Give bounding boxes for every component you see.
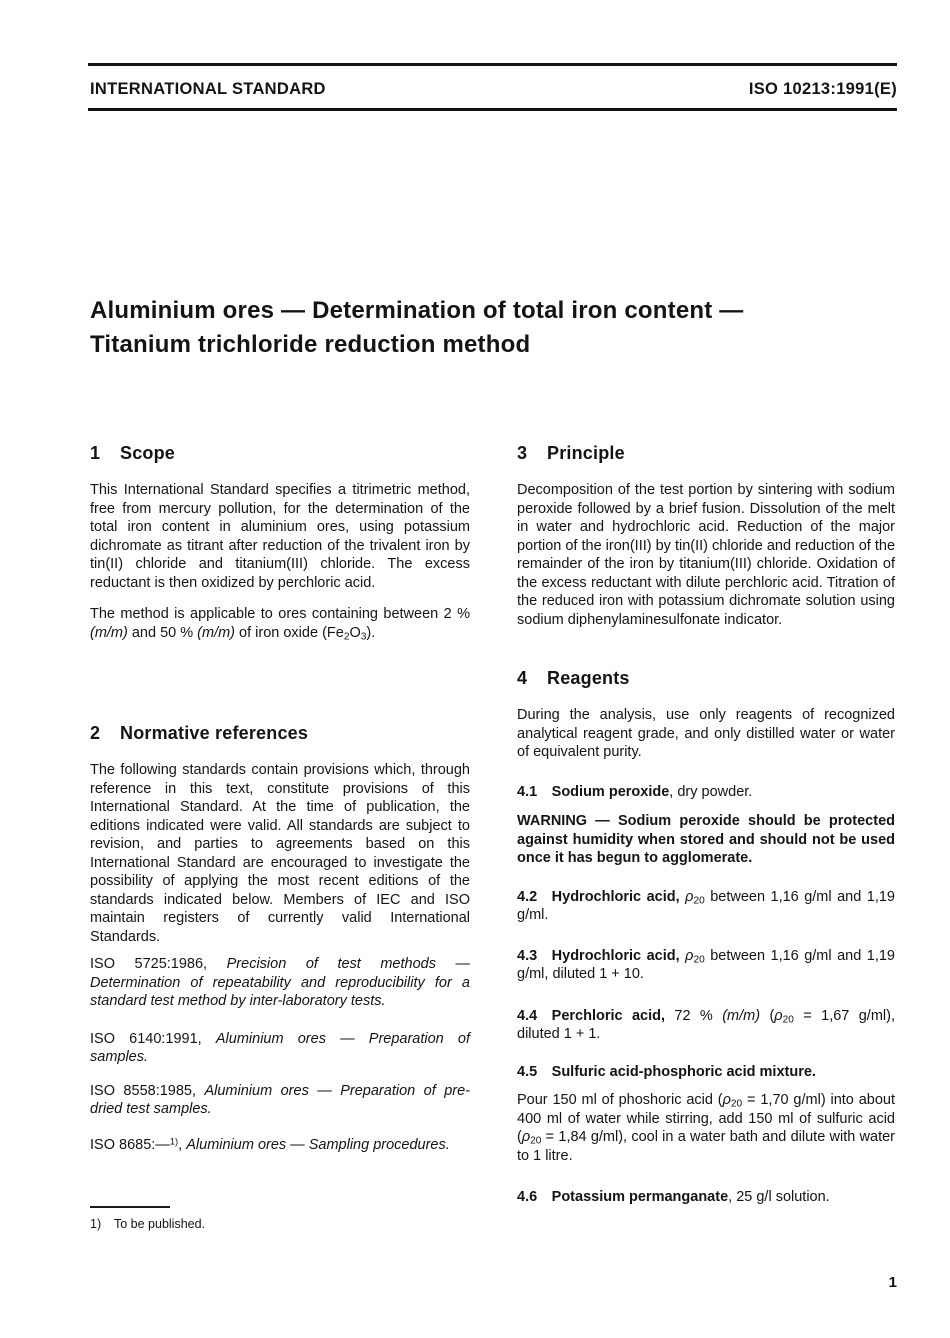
section-label: Scope <box>120 443 176 463</box>
reagent-item-4-5-heading: 4.5 Sulfuric acid-phosphoric acid mixture. <box>517 1063 816 1080</box>
reagents-intro-paragraph: During the analysis, use only reagents of recognized analytical reagent grade, and only distilled water or water of equivalent purity. <box>517 707 895 760</box>
reagent-item-4-4: 4.4 Perchloric acid, 72 % (m/m) ($\rho_{20} = 1,67$ g/ml), diluted 1 + 1. <box>517 1007 895 1042</box>
reagent-item-4-1: 4.1 Sodium peroxide, dry powder. <box>517 783 753 800</box>
left-column <box>90 443 470 1154</box>
standard-reference: ISO 10213:1991(E) <box>748 80 897 98</box>
reagent-item-4-6: 4.6 Potassium permanganate, 25 g/l solution. <box>517 1189 830 1205</box>
section-heading-normative-references <box>90 723 470 744</box>
scope-paragraph-2: The method is applicable to ores containing between 2 % (m/m) and 50 % (m/m) of iron oxide $(Fe_2O_3)$. <box>90 606 470 643</box>
section-number: 3 <box>517 443 528 463</box>
right-column <box>517 443 895 1207</box>
footnote-text <box>90 1216 470 1232</box>
document-title-line1: Aluminium ores — Determination of total iron content — <box>90 297 744 324</box>
principle-paragraph: Decomposition of the test portion by sintering with sodium peroxide followed by a brief fusion. Dissolution of the melt in water and hydrochloric acid. Reduction of the major portion of the iron(III) by tin(II) chloride and reduction of the remainder of the iron by titanium(III) chloride. Oxidation of the excess reductant with dilute perchloric acid. Titration of the reduced iron with potassium dichromate solution using sodium diphenylaminesulfonate indicator. <box>517 482 896 628</box>
section-number: 1 <box>90 443 101 463</box>
footnote-rule <box>90 1206 170 1208</box>
reference-item-iso-8685: ISO 8685:—$^{1)}$, Aluminium ores — Sampling procedures. <box>90 1134 450 1153</box>
page-number: 1 <box>888 1274 897 1291</box>
header-rule-top <box>88 63 897 66</box>
reference-item-iso-5725: ISO 5725:1986, Precision of test methods — Determination of repeatability and reproducibility for a standard test method by inter-laboratory tests. <box>90 956 471 1009</box>
footnote-marker: 1) <box>90 1217 102 1231</box>
standard-type-label: INTERNATIONAL STANDARD <box>90 80 326 98</box>
reference-item-iso-6140: ISO 6140:1991, Aluminium ores — Preparation of samples. <box>90 1030 470 1065</box>
section-label: Normative references <box>120 723 309 743</box>
scope-paragraph-1: This International Standard specifies a titrimetric method, free from mercury pollution, for the determination of the total iron content in aluminium ores, using potassium dichromate as titrant after reduction of the trivalent iron by tin(II) chloride and titanium(III) chloride. The excess reductant is then oxidized by perchloric acid. <box>90 482 470 591</box>
footnote <box>90 1206 470 1232</box>
document-title-line2: Titanium trichloride reduction method <box>90 331 531 358</box>
normative-paragraph: The following standards contain provisions which, through reference in this text, constitute provisions of this International Standard. At the time of publication, the editions indicated were valid. All standards are subject to revision, and parties to agreements based on this International Standard are encouraged to investigate the possibility of applying the most recent editions of the standards indicated below. Members of IEC and ISO maintain registers of currently valid International Standards. <box>90 762 470 945</box>
section-label: Reagents <box>547 668 630 688</box>
reagent-item-4-5-body: Pour 150 ml of phoshoric acid ($\rho_{20} = 1,70$ g/ml) into about 400 ml of water while stirring, add 150 ml of sulfuric acid ($\rho_{20} = 1,84$ g/ml), cool in a water bath and dilute with water to 1 litre. <box>517 1092 896 1164</box>
reagent-item-4-2: 4.2 Hydrochloric acid, $\rho_{20}$ between 1,16 g/ml and 1,19 g/ml. <box>517 888 895 923</box>
document-title <box>90 294 920 362</box>
footnote-label: To be published. <box>114 1217 206 1231</box>
header-rule-bottom <box>88 108 897 111</box>
section-heading-reagents <box>517 668 895 689</box>
section-heading-principle <box>517 443 895 464</box>
section-number: 2 <box>90 723 101 743</box>
warning-paragraph: WARNING — Sodium peroxide should be protected against humidity when stored and should not be used once it has begun to agglomerate. <box>517 813 895 866</box>
section-heading-scope <box>90 443 470 464</box>
section-number: 4 <box>517 668 528 688</box>
reagent-item-4-3: 4.3 Hydrochloric acid, $\rho_{20}$ between 1,16 g/ml and 1,19 g/ml, diluted 1 + 10. <box>517 947 895 982</box>
section-label: Principle <box>547 443 625 463</box>
reference-item-iso-8558: ISO 8558:1985, Aluminium ores — Preparation of pre-dried test samples. <box>90 1082 470 1117</box>
